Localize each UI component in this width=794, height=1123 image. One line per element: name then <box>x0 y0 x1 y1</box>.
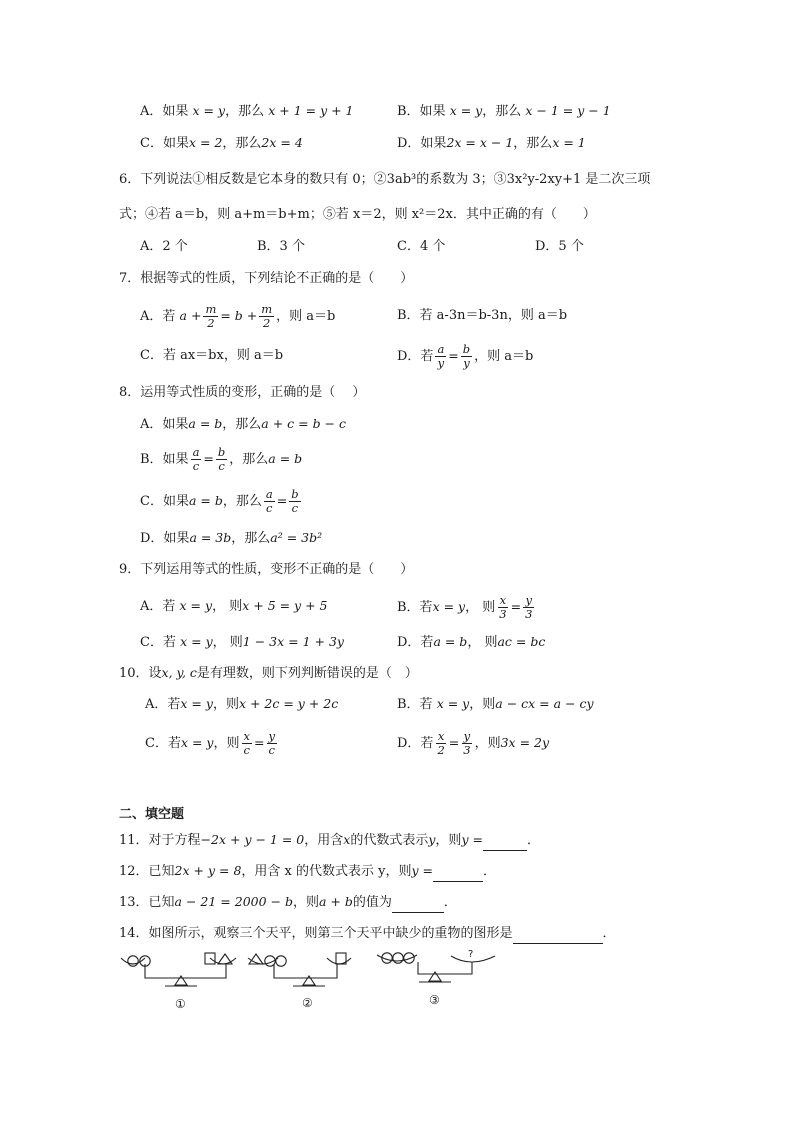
q9-option-c: C．若 x = y， 则1 − 3x = 1 + 3y <box>140 634 344 650</box>
balance-3-label: ③ <box>429 993 440 1007</box>
q8-option-c: C．如果a = b，那么 $\frac{a}{c}$ = $\frac{b}{c}$ <box>140 487 299 515</box>
q12: 12．已知2x + y = 8，用含 x 的代数式表示 y，则y = ． <box>119 861 496 882</box>
fulcrum <box>429 972 441 981</box>
fulcrum <box>303 976 315 985</box>
q13: 13．已知a − 21 = 2000 − b，则a + b的值为 ． <box>119 892 457 913</box>
q5-option-a: A．如果 x = y，那么 x + 1 = y + 1 <box>140 103 354 119</box>
circle-weight <box>393 953 403 963</box>
q11: 11．对于方程−2x + y − 1 = 0，用含x的代数式表示y，则y = ． <box>119 830 540 851</box>
q9-option-a: A．若 x = y， 则x + 5 = y + 5 <box>140 598 328 614</box>
q10-option-a: A．若x = y，则x + 2c = y + 2c <box>145 696 339 712</box>
missing-weight-mark: ? <box>468 949 474 960</box>
balance-1-label: ① <box>175 997 186 1011</box>
circle-weight <box>276 956 286 966</box>
q5-option-b: B．如果 x = y，那么 x − 1 = y − 1 <box>397 103 611 119</box>
q5-option-c: C．如果x = 2，那么2x = 4 <box>140 135 303 151</box>
circle-weight <box>128 956 138 966</box>
q8-stem: 8．运用等式性质的变形，正确的是（ ） <box>119 385 366 400</box>
answer-blank[interactable] <box>513 929 603 944</box>
q7-option-b: B．若 a-3n＝b-3n，则 a＝b <box>397 308 568 323</box>
balance-figure <box>115 946 505 1012</box>
q6-option-a: A．2 个 <box>140 239 188 254</box>
q14: 14．如图所示，观察三个天平，则第三个天平中缺少的重物的图形是 ． <box>119 924 616 944</box>
q7-option-d: D．若 $\frac{a}{y}$ = $\frac{b}{y}$ ，则 a＝b <box>397 342 534 370</box>
fulcrum <box>175 976 187 985</box>
q9-option-d: D．若a = b， 则ac = bc <box>397 634 546 650</box>
q9-stem: 9．下列运用等式的性质，变形不正确的是（ ） <box>119 562 414 577</box>
q7-option-c: C．若 ax＝bx，则 a＝b <box>140 348 284 363</box>
right-pan <box>327 958 351 964</box>
answer-blank[interactable] <box>392 898 444 913</box>
q10-option-d: D．若 $\frac{x}{2}$ = $\frac{y}{3}$ ，则3x = 2y <box>397 729 550 757</box>
q7-option-a: A．若 a + $\frac{m}{2}$ = b + $\frac{m}{2}$ ，则 a＝b <box>140 302 336 330</box>
q6-option-b: B．3 个 <box>257 239 305 254</box>
q8-option-b: B．如果 $\frac{a}{c}$ = $\frac{b}{c}$ ，那么a = b <box>140 445 303 473</box>
left-pan <box>377 955 417 961</box>
q7-stem: 7．根据等式的性质，下列结论不正确的是（ ） <box>119 271 414 286</box>
left-pan <box>121 958 145 964</box>
q8-option-d: D．如果a = 3b，那么a² = 3b² <box>140 530 323 546</box>
q10-option-b: B．若 x = y，则a − cx = a − cy <box>397 696 594 712</box>
q10-stem: 10．设x, y, c是有理数，则下列判断错误的是（ ） <box>119 665 418 681</box>
section-heading: 二、填空题 <box>119 807 185 822</box>
q9-option-b: B．若x = y， 则 $\frac{x}{3}$ = $\frac{y}{3}$ <box>397 593 533 621</box>
balance-2 <box>248 953 351 986</box>
balance-3 <box>377 953 495 982</box>
right-pan <box>210 958 236 964</box>
q6-option-c: C．4 个 <box>397 239 446 254</box>
q6-option-d: D．5 个 <box>535 239 584 254</box>
answer-blank[interactable] <box>433 867 483 882</box>
q6-stem-line2: 式；④若 a＝b，则 a+m＝b+m；⑤若 x＝2，则 x²＝2x．其中正确的有（ ） <box>119 207 596 222</box>
q6-stem-line1: 6．下列说法①相反数是它本身的数只有 0；②3ab³的系数为 3；③3x²y-2xy+1 是二次三项 <box>119 172 651 187</box>
balance-1 <box>121 953 236 986</box>
answer-blank[interactable] <box>483 836 527 851</box>
circle-weight <box>404 953 414 963</box>
q5-option-d: D．如果2x = x − 1，那么x = 1 <box>397 135 586 151</box>
balance-2-label: ② <box>302 996 313 1010</box>
q8-option-a: A．如果a = b，那么a + c = b − c <box>140 416 346 432</box>
q10-option-c: C．若x = y，则 $\frac{x}{c}$ = $\frac{y}{c}$ <box>145 729 275 757</box>
